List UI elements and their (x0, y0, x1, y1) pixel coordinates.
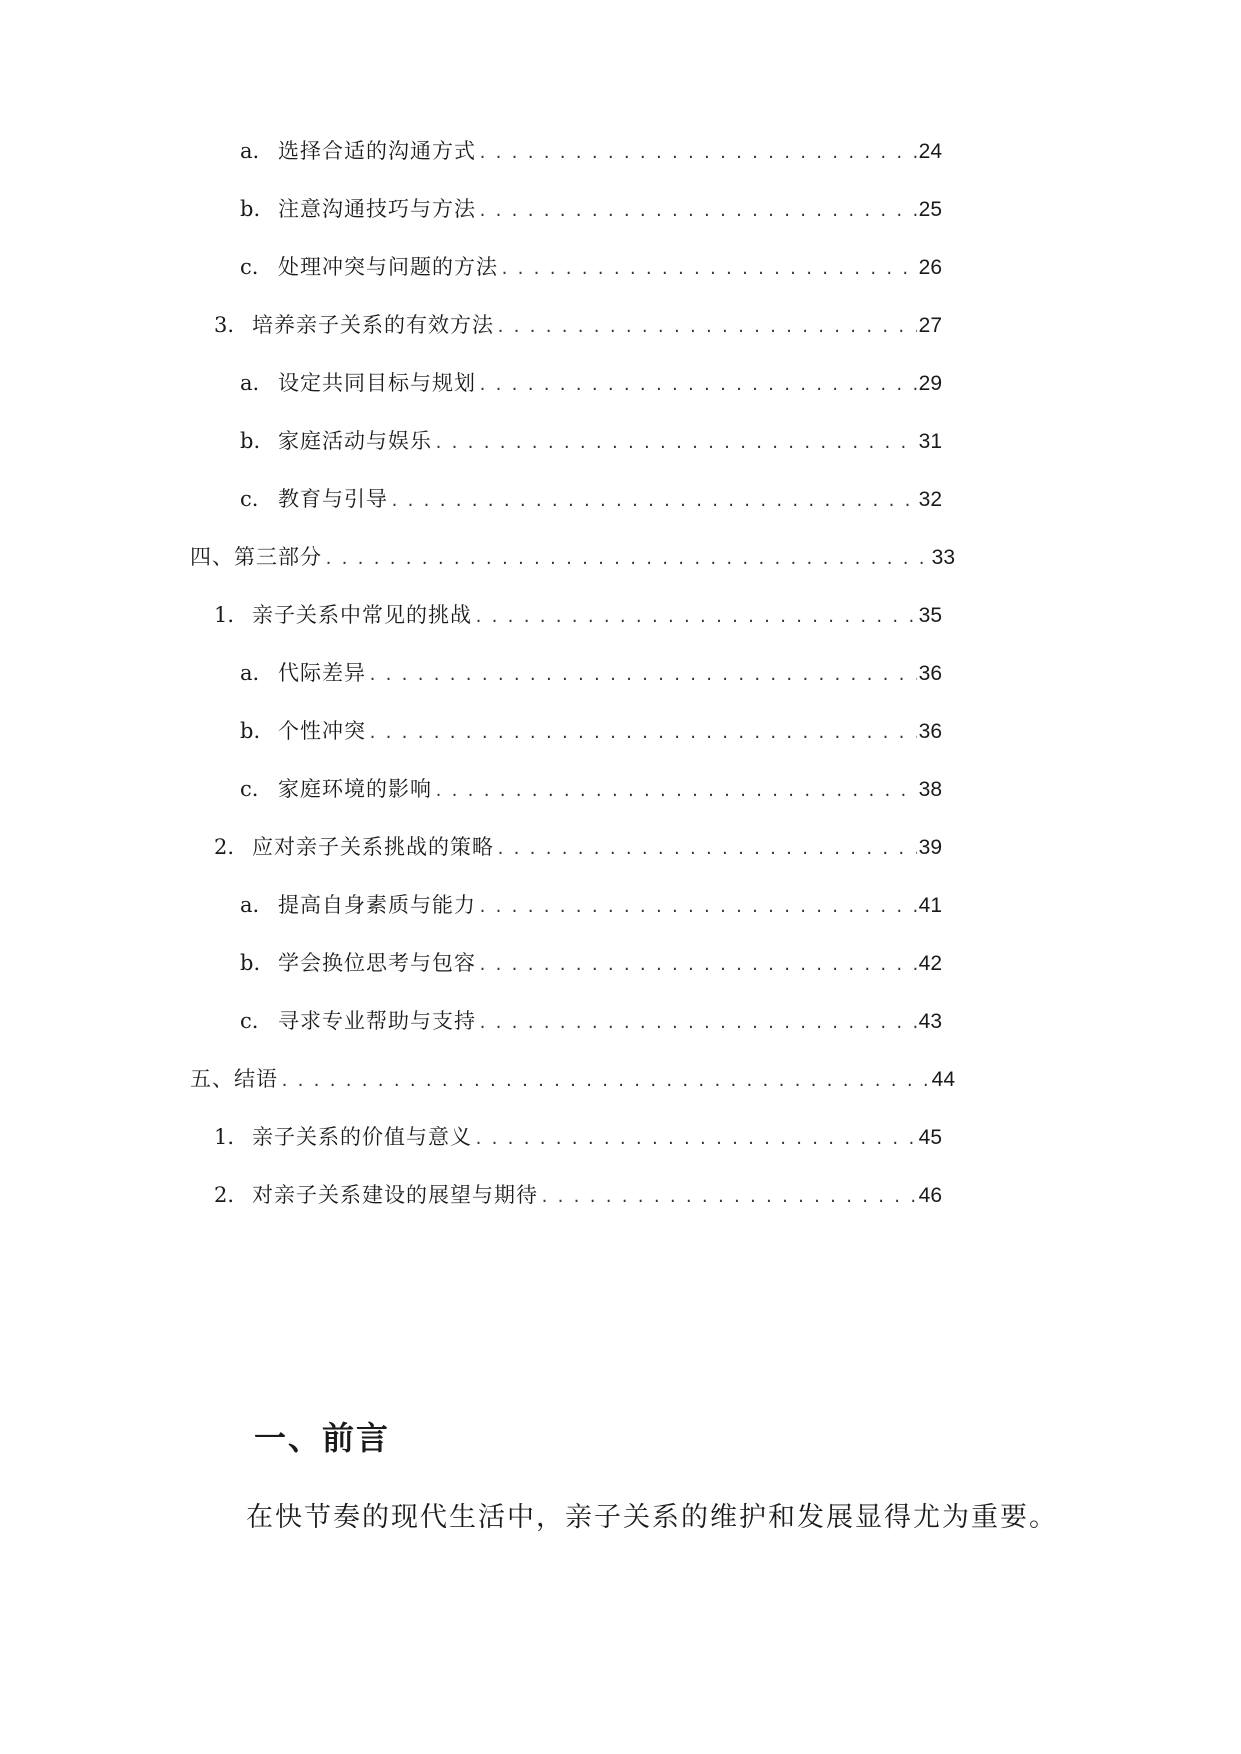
toc-entry-title: 注意沟通技巧与方法 (278, 197, 476, 221)
toc-entry-marker: b. (240, 197, 261, 221)
toc-dot-leader (322, 542, 930, 574)
toc-entry[interactable] (240, 366, 942, 400)
toc-entry-page-number: 35 (918, 604, 942, 627)
toc-entry-marker: a. (240, 371, 260, 395)
section-heading: 一、前言 (254, 1419, 391, 1457)
toc-dot-leader (366, 658, 917, 690)
toc-dot-leader (476, 368, 917, 400)
toc-entry-marker: b. (240, 719, 261, 743)
toc-dot-leader (278, 1064, 930, 1096)
toc-dot-leader (388, 484, 917, 516)
toc-entry-title: 提高自身素质与能力 (278, 893, 476, 917)
toc-entry-title: 五、结语 (190, 1067, 278, 1091)
toc-dot-leader (472, 600, 917, 632)
toc-entry[interactable] (240, 134, 942, 168)
toc-entry-page-number: 31 (918, 430, 942, 453)
toc-dot-leader (476, 948, 917, 980)
toc-entry-marker: c. (240, 255, 259, 279)
toc-entry-title: 学会换位思考与包容 (278, 951, 476, 975)
toc-entry-marker: 1. (214, 1125, 235, 1149)
toc-entry-title: 培养亲子关系的有效方法 (252, 313, 494, 337)
toc-dot-leader (494, 832, 917, 864)
toc-dot-leader (538, 1180, 917, 1212)
toc-entry-page-number: 36 (918, 662, 942, 685)
toc-entry-page-number: 25 (918, 198, 942, 221)
toc-entry-title: 应对亲子关系挑战的策略 (252, 835, 494, 859)
toc-entry-title: 教育与引导 (278, 487, 388, 511)
toc-entry-page-number: 36 (918, 720, 942, 743)
toc-entry[interactable] (240, 888, 942, 922)
toc-entry-marker: a. (240, 139, 260, 163)
toc-entry-title: 亲子关系中常见的挑战 (252, 603, 472, 627)
toc-entry-marker: c. (240, 487, 259, 511)
toc-entry-page-number: 44 (931, 1068, 955, 1091)
toc-entry[interactable] (240, 656, 942, 690)
toc-entry[interactable] (190, 1062, 955, 1096)
toc-entry[interactable] (240, 946, 942, 980)
toc-entry-title: 四、第三部分 (190, 545, 322, 569)
toc-entry-page-number: 33 (931, 546, 955, 569)
toc-entry-title: 处理冲突与问题的方法 (278, 255, 498, 279)
toc-entry-title: 选择合适的沟通方式 (278, 139, 476, 163)
toc-dot-leader (476, 890, 917, 922)
toc-entry-title: 个性冲突 (278, 719, 366, 743)
toc-entry-marker: 1. (214, 603, 235, 627)
toc-dot-leader (476, 1006, 917, 1038)
toc-entry-page-number: 42 (918, 952, 942, 975)
toc-entry[interactable] (240, 714, 942, 748)
toc-entry-page-number: 26 (918, 256, 942, 279)
toc-dot-leader (366, 716, 917, 748)
toc-dot-leader (472, 1122, 917, 1154)
toc-entry-page-number: 32 (918, 488, 942, 511)
toc-dot-leader (498, 252, 917, 284)
toc-entry-marker: 2. (214, 1183, 235, 1207)
toc-entry-page-number: 24 (918, 140, 942, 163)
toc-dot-leader (432, 774, 917, 806)
toc-entry[interactable] (190, 540, 955, 574)
toc-entry[interactable] (214, 308, 942, 342)
toc-dot-leader (432, 426, 917, 458)
toc-entry-title: 亲子关系的价值与意义 (252, 1125, 472, 1149)
toc-entry[interactable] (240, 482, 942, 516)
toc-entry[interactable] (240, 772, 942, 806)
toc-entry-page-number: 43 (918, 1010, 942, 1033)
toc-entry[interactable] (214, 598, 942, 632)
toc-entry-marker: c. (240, 1009, 259, 1033)
toc-entry-marker: c. (240, 777, 259, 801)
toc-entry[interactable] (214, 1120, 942, 1154)
body-paragraph: 在快节奏的现代生活中，亲子关系的维护和发展显得尤为重要。 (246, 1502, 1058, 1533)
toc-entry-marker: b. (240, 951, 261, 975)
toc-entry-title: 家庭环境的影响 (278, 777, 432, 801)
toc-entry-marker: 3. (214, 313, 235, 337)
toc-entry[interactable] (240, 1004, 942, 1038)
toc-entry-title: 家庭活动与娱乐 (278, 429, 432, 453)
toc-entry[interactable] (240, 192, 942, 226)
toc-entry-title: 寻求专业帮助与支持 (278, 1009, 476, 1033)
toc-dot-leader (476, 136, 917, 168)
toc-entry[interactable] (240, 424, 942, 458)
toc-dot-leader (494, 310, 917, 342)
toc-entry[interactable] (214, 830, 942, 864)
toc-entry-page-number: 29 (918, 372, 942, 395)
toc-entry-marker: b. (240, 429, 261, 453)
toc-entry[interactable] (240, 250, 942, 284)
toc-entry-page-number: 46 (918, 1184, 942, 1207)
toc-entry-title: 对亲子关系建设的展望与期待 (252, 1183, 538, 1207)
toc-entry-marker: a. (240, 661, 260, 685)
toc-entry-page-number: 41 (918, 894, 942, 917)
toc-dot-leader (476, 194, 917, 226)
toc-entry-title: 代际差异 (278, 661, 366, 685)
toc-entry-page-number: 39 (918, 836, 942, 859)
toc-entry-page-number: 38 (918, 778, 942, 801)
toc-entry[interactable] (214, 1178, 942, 1212)
toc-entry-page-number: 45 (918, 1126, 942, 1149)
toc-entry-marker: a. (240, 893, 260, 917)
toc-entry-marker: 2. (214, 835, 235, 859)
toc-entry-title: 设定共同目标与规划 (278, 371, 476, 395)
toc-entry-page-number: 27 (918, 314, 942, 337)
